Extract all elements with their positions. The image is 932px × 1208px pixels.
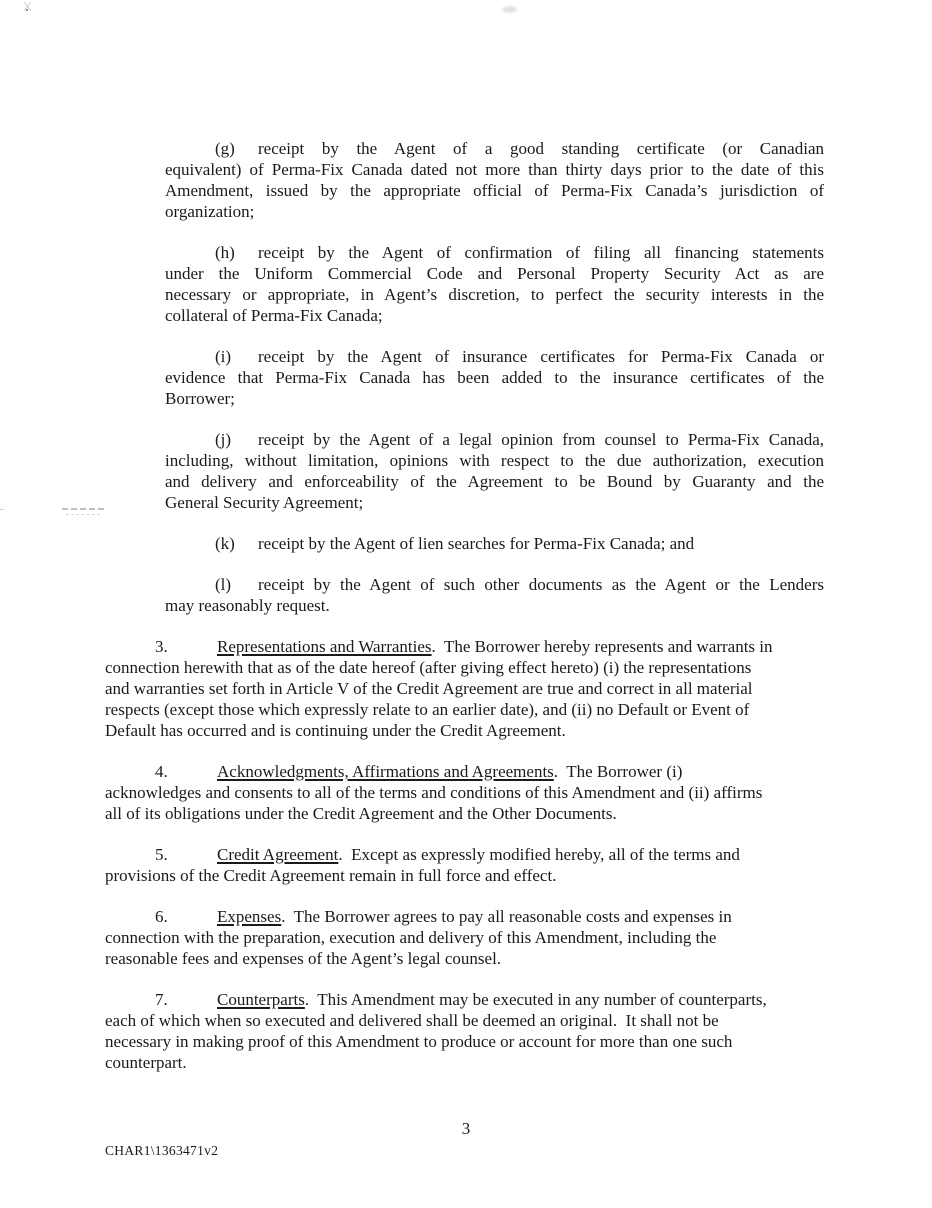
section-number: 5.: [155, 845, 168, 864]
section-number: 7.: [155, 990, 168, 1009]
section-5: [105, 844, 824, 886]
clause-text: receipt by the Agent of lien searches for Perma-Fix Canada; and: [258, 534, 695, 553]
clause-g: [165, 138, 824, 222]
text-line: [105, 906, 824, 927]
clause-label: (l): [215, 575, 232, 594]
text-line: evidence that Perma-Fix Canada has been added to the insurance certificates of the: [165, 368, 824, 387]
text-line: all of its obligations under the Credit Agreement and the Other Documents.: [105, 804, 617, 823]
text-line: [165, 574, 824, 595]
clause-text: receipt by the Agent of a legal opinion from counsel to Perma-Fix Canada,: [258, 430, 824, 449]
section-3: [105, 636, 824, 741]
scan-artifact-squiggle: [22, 1, 33, 12]
section-heading: Acknowledgments, Affirmations and Agreements: [217, 762, 554, 781]
text-line: each of which when so executed and delivered shall be deemed an original. It shall not be: [105, 1011, 719, 1030]
clause-h: [165, 242, 824, 326]
clause-text: receipt by the Agent of insurance certificates for Perma-Fix Canada or: [258, 347, 824, 366]
text-line: [105, 989, 824, 1010]
clause-text: receipt by the Agent of a good standing certificate (or Canadian: [258, 139, 824, 158]
section-7: [105, 989, 824, 1073]
section-4: [105, 761, 824, 824]
text-line: [165, 429, 824, 450]
section-heading: Representations and Warranties: [217, 637, 432, 656]
text-line: [165, 138, 824, 159]
text-line: may reasonably request.: [165, 596, 330, 615]
text-line: Amendment, issued by the appropriate official of Perma-Fix Canada’s jurisdiction of: [165, 181, 824, 200]
text-line: [105, 761, 824, 782]
text-line: necessary or appropriate, in Agent’s discretion, to perfect the security interests in the: [165, 285, 824, 304]
section-6: [105, 906, 824, 969]
clause-text: receipt by the Agent of confirmation of filing all financing statements: [258, 243, 824, 262]
text-line: [105, 636, 824, 657]
scan-artifact-dashes: [66, 514, 100, 515]
text-line: [165, 346, 824, 367]
text-line: [105, 844, 824, 865]
text-line: collateral of Perma-Fix Canada;: [165, 306, 383, 325]
section-number: 3.: [155, 637, 168, 656]
text-line: and warranties set forth in Article V of the Credit Agreement are true and correct in all material: [105, 679, 753, 698]
section-number: 4.: [155, 762, 168, 781]
text-line: reasonable fees and expenses of the Agent’s legal counsel.: [105, 949, 502, 968]
page-number: 3: [461, 1119, 471, 1138]
section-text: . The Borrower agrees to pay all reasonable costs and expenses in: [281, 907, 732, 926]
text-line: and delivery and enforceability of the Agreement to be Bound by Guaranty and the: [165, 472, 824, 491]
section-heading: Credit Agreement: [217, 845, 339, 864]
section-text: . Except as expressly modified hereby, all of the terms and: [338, 845, 740, 864]
clause-i: [165, 346, 824, 409]
text-line: provisions of the Credit Agreement remain in full force and effect.: [105, 866, 557, 885]
text-line: Default has occurred and is continuing under the Credit Agreement.: [105, 721, 566, 740]
section-text: . The Borrower (i): [553, 762, 683, 781]
text-line: under the Uniform Commercial Code and Personal Property Security Act as are: [165, 264, 824, 283]
document-body: [105, 138, 824, 1093]
clause-text: receipt by the Agent of such other documents as the Agent or the Lenders: [258, 575, 824, 594]
text-line: equivalent) of Perma-Fix Canada dated not more than thirty days prior to the date of this: [165, 160, 824, 179]
text-line: acknowledges and consents to all of the terms and conditions of this Amendment and (ii) affirms: [105, 783, 763, 802]
text-line: necessary in making proof of this Amendment to produce or account for more than one such: [105, 1032, 733, 1051]
clause-k: [165, 533, 824, 554]
clause-j: [165, 429, 824, 513]
text-line: including, without limitation, opinions with respect to the due authorization, execution: [165, 451, 824, 470]
text-line: General Security Agreement;: [165, 493, 364, 512]
section-text: . The Borrower hereby represents and warrants in: [431, 637, 773, 656]
text-line: [165, 533, 824, 554]
section-heading: Expenses: [217, 907, 282, 926]
clause-label: (h): [215, 243, 235, 262]
section-number: 6.: [155, 907, 168, 926]
document-id-stamp: CHAR1\1363471v2: [105, 1143, 219, 1158]
clause-label: (g): [215, 139, 235, 158]
section-text: . This Amendment may be executed in any number of counterparts,: [304, 990, 767, 1009]
clause-label: (k): [215, 534, 235, 553]
scan-artifact-dot: [26, 9, 28, 11]
clause-label: (j): [215, 430, 232, 449]
clause-l: [165, 574, 824, 616]
text-line: Borrower;: [165, 389, 235, 408]
clause-label: (i): [215, 347, 232, 366]
text-line: connection with the preparation, execution and delivery of this Amendment, including the: [105, 928, 717, 947]
text-line: counterpart.: [105, 1053, 187, 1072]
scan-artifact-edge-mark: [0, 509, 4, 510]
text-line: connection herewith that as of the date hereof (after giving effect hereto) (i) the representations: [105, 658, 752, 677]
text-line: [165, 242, 824, 263]
text-line: respects (except those which expressly relate to an earlier date), and (ii) no Default or Event of: [105, 700, 750, 719]
scan-artifact-dashes: [62, 508, 104, 510]
section-heading: Counterparts: [217, 990, 305, 1009]
text-line: organization;: [165, 202, 255, 221]
scan-artifact-smudge: [502, 6, 517, 13]
